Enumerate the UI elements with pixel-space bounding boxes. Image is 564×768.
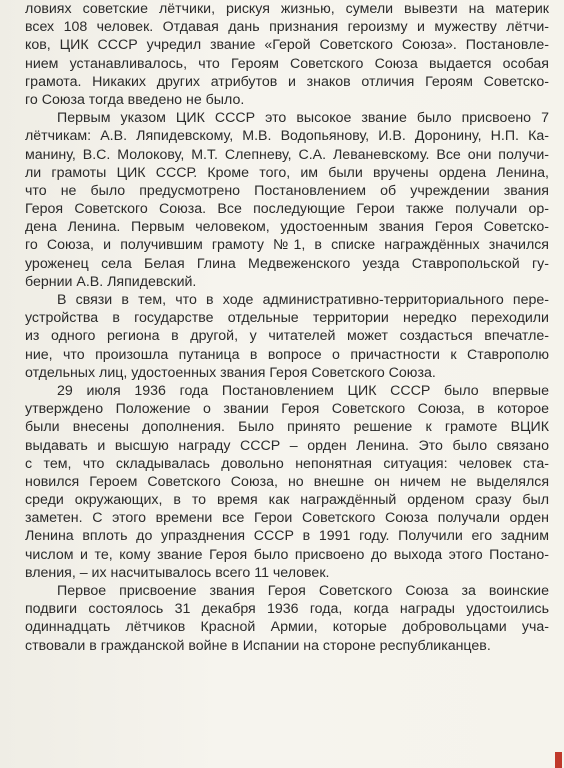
text-line: числом и те, кому звание Героя было присвоено до выхода этого Постано- xyxy=(25,546,549,563)
text-line: среди окружающих, в то время как награждённый орденом сразу был xyxy=(25,492,549,509)
page-edge-mark xyxy=(555,752,562,768)
text-line: бернии А.В. Ляпидевский. xyxy=(25,273,197,290)
text-line: из одного региона в другой, у читателей может создасться впечатле- xyxy=(25,328,549,345)
text-line: манину, В.С. Молокову, М.Т. Слепневу, С.А. Леваневскому. Все они получи- xyxy=(25,146,549,163)
text-line: были внесены дополнения. Было принято решение к грамоте ВЦИК xyxy=(25,419,549,436)
text-line: уроженец села Белая Глина Медвеженского уезда Ставропольской гу- xyxy=(25,255,549,272)
paragraph xyxy=(25,582,549,655)
text-line: лётчикам: А.В. Ляпидевскому, М.В. Водопьянову, И.В. Доронину, Н.П. Ка- xyxy=(25,128,549,145)
text-line: ловиях советские лётчики, рискуя жизнью, сумели вывезти на материк xyxy=(25,1,549,17)
text-line: Героя Советского Союза. Все последующие Герои также получали ор- xyxy=(25,201,549,218)
text-line: го Союза тогда введено не было. xyxy=(25,91,245,108)
text-line: что не было предусмотрено Постановлением об учреждении звания xyxy=(25,182,549,199)
text-line: устройства в государстве отдельные территории нередко переходили xyxy=(25,310,549,327)
text-line: ли грамоты ЦИК СССР. Кроме того, им были вручены ордена Ленина, xyxy=(25,164,549,181)
text-line: выдавать и высшую награду СССР – орден Ленина. Это было связано xyxy=(25,437,549,454)
paragraph xyxy=(25,0,549,109)
text-line: Первым указом ЦИК СССР это высокое звание было присвоено 7 xyxy=(57,110,549,127)
text-line: Первое присвоение звания Героя Советского Союза за воинские xyxy=(57,583,549,599)
body-text xyxy=(25,0,549,655)
text-line: ние, что произошла путаница в вопросе о причастности к Ставрополю xyxy=(25,346,549,363)
text-line: нием устанавливалось, что Героям Советского Союза выдается особая xyxy=(25,55,549,72)
text-line: 29 июля 1936 года Постановлением ЦИК СССР было впервые xyxy=(57,382,549,399)
paragraph xyxy=(25,382,549,582)
text-line: утверждено Положение о звании Героя Советского Союза, в которое xyxy=(25,401,549,418)
text-line: одиннадцать лётчиков Красной Армии, которые добровольцами уча- xyxy=(25,619,549,636)
text-line: вления, – их насчитывалось всего 11 человек. xyxy=(25,564,330,581)
text-line: Ленина вплоть до упразднения СССР в 1991 году. Получили его задним xyxy=(25,528,549,545)
paragraph xyxy=(25,291,549,382)
text-line: грамота. Никаких других атрибутов и знаков отличия Героям Советско- xyxy=(25,73,549,90)
text-line: новился Героем Советского Союза, но внешне он ничем не выделялся xyxy=(25,473,549,490)
text-line: подвиги состоялось 31 декабря 1936 года, когда награды удостоились xyxy=(25,601,549,618)
text-line: с тем, что складывалась довольно непонятная ситуация: человек ста- xyxy=(25,455,549,472)
text-line: заметен. С этого времени все Герои Советского Союза получали орден xyxy=(25,510,549,527)
text-line: ствовали в гражданской войне в Испании на стороне республиканцев. xyxy=(25,637,491,654)
text-line: дена Ленина. Первым человеком, удостоенным звания Героя Советско- xyxy=(25,219,549,236)
text-line: отдельных лиц, удостоенных звания Героя Советского Союза. xyxy=(25,364,436,381)
paragraph xyxy=(25,109,549,291)
text-line: го Союза, и получившим грамоту №1, в списке награждённых значился xyxy=(25,237,549,254)
text-line: В связи в тем, что в ходе административно-территориального пере- xyxy=(57,292,549,308)
text-line: всех 108 человек. Отдавая дань признания героизму и мужеству лётчи- xyxy=(25,19,549,36)
text-line: ков, ЦИК СССР учредил звание «Герой Советского Союза». Постановле- xyxy=(25,37,549,54)
